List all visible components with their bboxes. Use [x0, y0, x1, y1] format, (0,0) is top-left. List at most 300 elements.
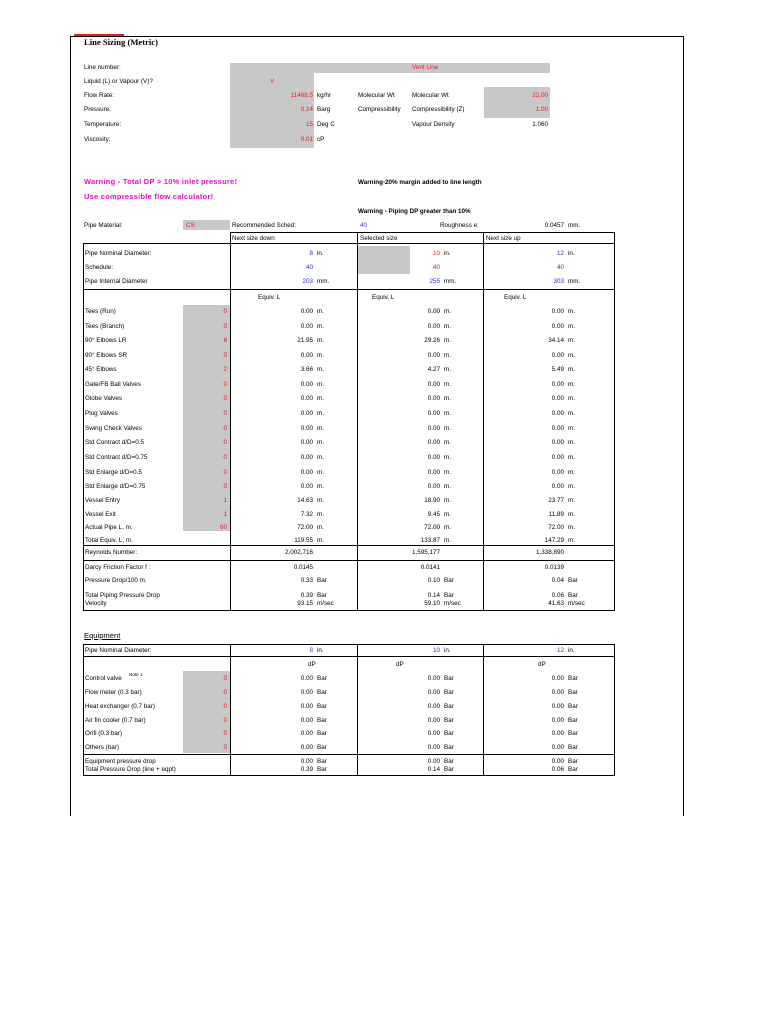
total-piping-pressure-drop-value: 0.39	[300, 592, 313, 599]
reynolds-rule	[83, 560, 614, 561]
velocity-unit: m/sec	[317, 600, 334, 607]
fitting-label: 45° Elbows	[85, 366, 117, 373]
flow-rate-unit: kg/hr	[317, 92, 331, 99]
bar-unit: Bar	[317, 730, 327, 737]
pipe-internal-diameter-unit: mm.	[444, 278, 457, 285]
equipment-item-label: Flow meter (0.3 bar)	[85, 689, 142, 696]
pipe-section-rule	[83, 289, 614, 290]
equipment-qty-column-bg	[183, 671, 230, 753]
bar-unit: Bar	[568, 744, 578, 751]
reynolds-number-value: 1,595,177	[411, 549, 440, 556]
molecular-weight-label-2: Molecular Wt	[412, 92, 449, 99]
fitting-equiv-length: 0.00	[551, 425, 564, 432]
pipe-nominal-diameter-label: Pipe Nominal Diameter:	[85, 250, 152, 257]
fitting-quantity-input[interactable]: 0	[223, 454, 227, 461]
fitting-quantity-input[interactable]: 0	[223, 483, 227, 490]
equipment-dp-value: 0.00	[300, 689, 313, 696]
length-unit: m.	[444, 497, 451, 504]
equipment-right-rule	[614, 644, 615, 776]
length-unit: m.	[568, 524, 575, 531]
velocity-value: 59.10	[424, 600, 440, 607]
darcy-friction-factor-value: 0.0145	[293, 564, 313, 571]
length-unit: m.	[317, 410, 324, 417]
equipment-top-rule	[83, 644, 614, 645]
size-header-bottom-rule	[83, 243, 614, 244]
size-header-top-rule	[230, 232, 614, 233]
molecular-weight-input[interactable]: 22.00	[532, 92, 548, 99]
equipment-column-rule	[230, 644, 231, 776]
margin-warning-text: Warning-20% margin added to line length	[358, 179, 482, 186]
fitting-equiv-length: 72.00	[424, 524, 440, 531]
fitting-quantity-input[interactable]: 0	[223, 469, 227, 476]
bar-unit: Bar	[317, 675, 327, 682]
length-unit: m.	[568, 308, 575, 315]
length-unit: m.	[568, 454, 575, 461]
pressure-drop-per-100m-unit: Bar	[568, 577, 578, 584]
bar-unit: Bar	[444, 689, 454, 696]
pipe-nominal-diameter-value[interactable]: 10	[432, 250, 440, 257]
equipment-quantity-input[interactable]: 0	[223, 717, 227, 724]
length-unit: m.	[444, 337, 451, 344]
fitting-equiv-length: 0.00	[551, 454, 564, 461]
length-unit: m.	[444, 352, 451, 359]
fitting-equiv-length: 0.00	[551, 323, 564, 330]
length-unit: m.	[444, 308, 451, 315]
pipe-nominal-diameter-unit: in.	[317, 250, 324, 257]
length-unit: m.	[568, 410, 575, 417]
length-unit: m.	[317, 469, 324, 476]
fitting-equiv-length: 0.00	[300, 395, 313, 402]
equipment-bottom-rule	[83, 775, 614, 776]
fitting-equiv-length: 0.00	[551, 395, 564, 402]
equipment-nominal-unit: in.	[568, 647, 575, 654]
fitting-quantity-input[interactable]: 0	[223, 323, 227, 330]
fitting-label: Std Contract d/D=0.5	[85, 439, 144, 446]
equipment-pressure-drop-value: 0.00	[427, 758, 440, 765]
fitting-quantity-input[interactable]: 1	[223, 511, 227, 518]
temperature-label: Temperature:	[84, 121, 122, 128]
fitting-quantity-input[interactable]: 0	[223, 352, 227, 359]
bar-unit: Bar	[568, 689, 578, 696]
length-unit: m.	[317, 537, 324, 544]
dp-header: dP	[396, 661, 404, 668]
line-number-field-bg	[230, 63, 550, 73]
reynolds-number-value: 1,338,890	[535, 549, 564, 556]
piping-dp-warning-text: Warning - Piping DP greater than 10%	[358, 208, 471, 215]
bar-unit: Bar	[317, 744, 327, 751]
bar-unit: Bar	[317, 758, 327, 765]
pressure-input[interactable]: 0.14	[300, 106, 313, 113]
fitting-equiv-length: 72.00	[548, 524, 564, 531]
fitting-equiv-length: 0.00	[551, 439, 564, 446]
equipment-nominal-unit: in.	[444, 647, 451, 654]
length-unit: m.	[317, 352, 324, 359]
total-piping-pressure-drop-unit: Bar	[444, 592, 454, 599]
fitting-equiv-length: 0.00	[300, 308, 313, 315]
length-unit: m.	[317, 425, 324, 432]
bar-unit: Bar	[444, 744, 454, 751]
vapour-density-label: Vapour Density	[412, 121, 455, 128]
bar-unit: Bar	[317, 766, 327, 773]
pressure-drop-per-100m-value: 0.10	[427, 577, 440, 584]
length-unit: m.	[444, 537, 451, 544]
length-unit: m.	[444, 425, 451, 432]
line-number-input[interactable]: Vent Line	[412, 64, 439, 71]
fitting-label: Std Enlarge d/D=0.75	[85, 483, 146, 490]
vapour-density-value: 1.060	[532, 121, 548, 128]
equipment-dp-value: 0.00	[427, 703, 440, 710]
bar-unit: Bar	[568, 766, 578, 773]
length-unit: m.	[568, 469, 575, 476]
table-left-rule	[83, 243, 84, 611]
bar-unit: Bar	[444, 703, 454, 710]
pipe-material-input[interactable]: CS	[186, 222, 195, 229]
fitting-equiv-length: 0.00	[551, 308, 564, 315]
fitting-label: 90° Elbows SR	[85, 352, 128, 359]
equipment-title: Equipment	[84, 631, 121, 640]
length-unit: m.	[317, 524, 324, 531]
molecular-weight-label: Molecular Wt	[358, 92, 395, 99]
length-unit: m.	[317, 308, 324, 315]
pipe-nominal-diameter-unit: in.	[568, 250, 575, 257]
equipment-dp-value: 0.00	[300, 717, 313, 724]
fitting-equiv-length: 0.00	[427, 381, 440, 388]
equipment-dp-value: 0.00	[427, 717, 440, 724]
fitting-quantity-input[interactable]: 0	[223, 395, 227, 402]
length-unit: m.	[568, 511, 575, 518]
equipment-column-rule	[483, 644, 484, 776]
fitting-label: Vessel Exit	[85, 511, 116, 518]
length-unit: m.	[568, 352, 575, 359]
fitting-equiv-length: 5.49	[551, 366, 564, 373]
equipment-column-rule	[357, 644, 358, 776]
fitting-quantity-input[interactable]: 0	[223, 308, 227, 315]
pipe-internal-diameter-value: 303	[553, 278, 564, 285]
flow-rate-input[interactable]: 11468.5	[290, 92, 313, 99]
header-next-size-up: Next size up	[486, 235, 521, 242]
phase-label: Liquid (L) or Vapour (V)?	[84, 78, 153, 85]
velocity-value: 41.63	[548, 600, 564, 607]
fitting-equiv-length: 0.00	[427, 439, 440, 446]
length-unit: m.	[444, 323, 451, 330]
fitting-quantity-input[interactable]: 0	[223, 410, 227, 417]
bar-unit: Bar	[444, 675, 454, 682]
fitting-equiv-length: 0.00	[551, 469, 564, 476]
equipment-left-rule	[83, 644, 84, 776]
recommended-sched-value: 40	[360, 222, 368, 229]
compressibility-label-2: Compressibility (Z)	[412, 106, 465, 113]
fitting-equiv-length: 0.00	[300, 410, 313, 417]
title-underline-mark	[74, 34, 124, 36]
fitting-equiv-length: 0.00	[427, 454, 440, 461]
fitting-label: Tees (Run)	[85, 308, 116, 315]
bar-unit: Bar	[317, 689, 327, 696]
pipe-nominal-diameter-unit: in.	[444, 250, 451, 257]
fitting-equiv-length: 7.32	[300, 511, 313, 518]
fitting-quantity-input[interactable]: 0	[223, 439, 227, 446]
fitting-equiv-length: 34.14	[548, 337, 564, 344]
viscosity-label: Viscosity:	[84, 136, 111, 143]
bar-unit: Bar	[568, 675, 578, 682]
fitting-equiv-length: 0.00	[427, 410, 440, 417]
frame-right-border	[683, 36, 684, 816]
darcy-friction-factor-value: 0.0139	[544, 564, 564, 571]
darcy-friction-factor-value: 0.0141	[420, 564, 440, 571]
fitting-label: Swing Check Valves	[85, 425, 142, 432]
fitting-equiv-length: 0.00	[300, 352, 313, 359]
fitting-label: Vessel Entry	[85, 497, 120, 504]
length-unit: m.	[568, 337, 575, 344]
equipment-header-rule	[83, 656, 614, 657]
fitting-equiv-length: 21.95	[297, 337, 313, 344]
fitting-label: Plug Valves	[85, 410, 118, 417]
equipment-dp-value: 0.00	[551, 744, 564, 751]
fitting-equiv-length: 0.00	[300, 425, 313, 432]
equipment-item-label: Heat exchanger (0.7 bar)	[85, 703, 156, 710]
roughness-value: 0.0457	[544, 222, 564, 229]
length-unit: m.	[317, 366, 324, 373]
equipment-dp-value: 0.00	[551, 717, 564, 724]
equipment-dp-value: 0.00	[551, 703, 564, 710]
fitting-equiv-length: 0.00	[551, 483, 564, 490]
equipment-dp-value: 0.00	[427, 730, 440, 737]
velocity-label: Velocity	[85, 600, 107, 607]
bar-unit: Bar	[568, 717, 578, 724]
equipment-nominal-value: 12	[556, 647, 564, 654]
fitting-equiv-length: 0.00	[300, 439, 313, 446]
dp-header: dP	[308, 661, 316, 668]
schedule-label: Schedule:	[85, 264, 114, 271]
control-valve-note: Note 1	[129, 672, 143, 677]
pressure-drop-per-100m-label: Pressure Drop/100 m.	[85, 577, 147, 584]
bar-unit: Bar	[444, 730, 454, 737]
fitting-equiv-length: 0.00	[300, 454, 313, 461]
fitting-equiv-length: 133.87	[420, 537, 440, 544]
bar-unit: Bar	[444, 717, 454, 724]
equipment-dp-value: 0.00	[300, 730, 313, 737]
velocity-value: 93.15	[297, 600, 313, 607]
table-column-rule	[357, 232, 358, 611]
reynolds-number-value: 2,002,716	[284, 549, 313, 556]
equipment-item-label: Air fin cooler (0.7 bar)	[85, 717, 146, 724]
fitting-quantity-input[interactable]: 8	[223, 337, 227, 344]
equipment-pressure-drop-value: 0.00	[551, 758, 564, 765]
bar-unit: Bar	[444, 766, 454, 773]
length-unit: m.	[444, 524, 451, 531]
fitting-label: Total Equiv. L, m.	[85, 537, 133, 544]
fitting-equiv-length: 0.00	[427, 483, 440, 490]
fitting-equiv-length: 0.00	[551, 410, 564, 417]
length-unit: m.	[444, 410, 451, 417]
fitting-quantity-input[interactable]: 1	[223, 497, 227, 504]
fitting-equiv-length: 0.00	[427, 308, 440, 315]
phase-input[interactable]: V	[270, 78, 275, 85]
length-unit: m.	[317, 439, 324, 446]
pipe-internal-diameter-unit: mm.	[317, 278, 330, 285]
equipment-dp-value: 0.00	[300, 744, 313, 751]
length-unit: m.	[444, 395, 451, 402]
equipment-nominal-value: 8	[309, 647, 313, 654]
fitting-equiv-length: 0.00	[300, 483, 313, 490]
table-column-rule	[230, 232, 231, 611]
fitting-equiv-length: 0.00	[427, 469, 440, 476]
equipment-dp-value: 0.00	[551, 730, 564, 737]
schedule-value: 40	[305, 264, 313, 271]
pressure-unit: Barg	[317, 106, 331, 113]
header-next-size-down: Next size down	[232, 235, 275, 242]
equipment-quantity-input[interactable]: 0	[223, 689, 227, 696]
fitting-equiv-length: 23.77	[548, 497, 564, 504]
compressibility-input[interactable]: 1.00	[535, 106, 548, 113]
length-unit: m.	[317, 511, 324, 518]
length-unit: m.	[444, 381, 451, 388]
length-unit: m.	[568, 323, 575, 330]
bar-unit: Bar	[568, 758, 578, 765]
equipment-items-bottom-rule	[83, 754, 614, 755]
roughness-unit: mm.	[568, 222, 581, 229]
roughness-label: Roughness e:	[440, 222, 479, 229]
equipment-dp-value: 0.00	[427, 689, 440, 696]
fitting-equiv-length: 0.00	[427, 395, 440, 402]
fitting-quantity-input[interactable]: 0	[223, 425, 227, 432]
length-unit: m.	[317, 454, 324, 461]
length-unit: m.	[317, 497, 324, 504]
equipment-dp-value: 0.00	[551, 689, 564, 696]
fitting-label: Tees (Branch)	[85, 323, 125, 330]
header-selected-size: Selected size	[360, 235, 398, 242]
total-piping-pressure-drop-value: 0.14	[427, 592, 440, 599]
schedule-value: 40	[556, 264, 564, 271]
length-unit: m.	[568, 439, 575, 446]
fitting-equiv-length: 0.00	[427, 425, 440, 432]
length-unit: m.	[317, 337, 324, 344]
temperature-input[interactable]: 15	[305, 121, 313, 128]
frame-top-border	[70, 36, 684, 37]
bar-unit: Bar	[444, 758, 454, 765]
equipment-dp-value: 0.00	[427, 675, 440, 682]
fitting-equiv-length: 0.00	[300, 469, 313, 476]
pressure-drop-per-100m-value: 0.33	[300, 577, 313, 584]
fitting-quantity-input[interactable]: 60	[219, 524, 227, 531]
length-unit: m.	[444, 454, 451, 461]
total-pressure-drop-value: 0.39	[300, 766, 313, 773]
table-column-rule	[483, 232, 484, 611]
length-unit: m.	[444, 366, 451, 373]
equipment-dp-value: 0.00	[551, 675, 564, 682]
pressure-label: Pressure:	[84, 106, 111, 113]
table-right-rule	[614, 232, 615, 611]
pipe-internal-diameter-unit: mm.	[568, 278, 581, 285]
equipment-nominal-label: Pipe Nominal Diameter:	[85, 647, 152, 654]
frame-left-border	[70, 36, 71, 816]
bar-unit: Bar	[317, 717, 327, 724]
equipment-item-label: Others (bar)	[85, 744, 119, 751]
fitting-equiv-length: 119.55	[294, 537, 313, 544]
darcy-friction-factor-label: Darcy Friction Factor f :	[85, 564, 151, 571]
length-unit: m.	[444, 469, 451, 476]
fitting-equiv-length: 0.00	[300, 323, 313, 330]
fitting-quantity-input[interactable]: 0	[223, 381, 227, 388]
total-pressure-drop-value: 0.14	[427, 766, 440, 773]
equipment-quantity-input[interactable]: 0	[223, 744, 227, 751]
fitting-label: Gate/FB Ball Valves	[85, 381, 141, 388]
fitting-quantity-input[interactable]: 2	[223, 366, 227, 373]
fitting-label: 90° Elbows LR	[85, 337, 127, 344]
pressure-drop-per-100m-unit: Bar	[317, 577, 327, 584]
length-unit: m.	[568, 483, 575, 490]
equipment-nominal-value: 10	[432, 647, 440, 654]
bar-unit: Bar	[317, 703, 327, 710]
fitting-label: Globe Valves	[85, 395, 122, 402]
length-unit: m.	[568, 366, 575, 373]
dp-warning-text: Warning - Total DP > 10% inlet pressure!	[84, 177, 238, 186]
reynolds-number-label: Reynolds Number:	[85, 549, 138, 556]
equipment-item-label: Orifi (0.3 bar)	[85, 730, 123, 737]
equipment-pressure-drop-value: 0.00	[300, 758, 313, 765]
pipe-internal-diameter-label: Pipe Internal Diameter	[85, 278, 148, 285]
fitting-equiv-length: 14.63	[297, 497, 313, 504]
fitting-equiv-length: 0.00	[427, 352, 440, 359]
equipment-quantity-input[interactable]: 0	[223, 730, 227, 737]
compressible-warning-text: Use compressible flow calculator!	[84, 192, 214, 201]
fitting-equiv-length: 3.66	[300, 366, 313, 373]
pipe-material-label: Pipe Material:	[84, 222, 123, 229]
length-unit: m.	[317, 323, 324, 330]
equipment-quantity-input[interactable]: 0	[223, 703, 227, 710]
fitting-equiv-length: 147.29	[544, 537, 564, 544]
compressibility-label: Compressibility	[358, 106, 401, 113]
equipment-dp-value: 0.00	[427, 744, 440, 751]
temperature-unit: Deg C	[317, 121, 335, 128]
length-unit: m.	[568, 425, 575, 432]
dp-header: dP	[538, 661, 546, 668]
length-unit: m.	[568, 395, 575, 402]
total-equiv-rule	[83, 545, 614, 546]
length-unit: m.	[444, 483, 451, 490]
length-unit: m.	[568, 381, 575, 388]
length-unit: m.	[444, 511, 451, 518]
fitting-label: Std Enlarge d/D=0.5	[85, 469, 142, 476]
fitting-equiv-length: 0.00	[427, 323, 440, 330]
pipe-nominal-diameter-value: 12	[556, 250, 564, 257]
length-unit: m.	[317, 483, 324, 490]
velocity-unit: m/sec	[568, 600, 585, 607]
equipment-nominal-unit: in.	[317, 647, 324, 654]
total-pressure-drop-label: Total Pressure Drop (line + eqpt)	[85, 766, 176, 773]
pipe-nominal-diameter-value: 8	[309, 250, 313, 257]
total-pressure-drop-value: 0.06	[551, 766, 564, 773]
fitting-equiv-length: 0.00	[300, 381, 313, 388]
equipment-quantity-input[interactable]: 0	[223, 675, 227, 682]
fitting-equiv-length: 18.90	[424, 497, 440, 504]
length-unit: m.	[568, 497, 575, 504]
viscosity-input[interactable]: 0.01	[300, 136, 313, 143]
pressure-drop-per-100m-value: 0.04	[551, 577, 564, 584]
fitting-equiv-length: 4.27	[427, 366, 440, 373]
line-number-label: Line number:	[84, 64, 121, 71]
flow-rate-label: Flow Rate:	[84, 92, 115, 99]
total-piping-pressure-drop-unit: Bar	[317, 592, 327, 599]
fitting-equiv-length: 11.89	[548, 511, 564, 518]
schedule-value: 40	[432, 264, 440, 271]
recommended-sched-label: Recommended Sched:	[232, 222, 297, 229]
pipe-internal-diameter-value: 255	[429, 278, 440, 285]
viscosity-unit: cP	[317, 136, 325, 143]
equipment-item-label: Control valve	[85, 675, 122, 682]
bar-unit: Bar	[568, 730, 578, 737]
fitting-label: Actual Pipe L, m.	[85, 524, 133, 531]
page-title: Line Sizing (Metric)	[84, 37, 158, 47]
